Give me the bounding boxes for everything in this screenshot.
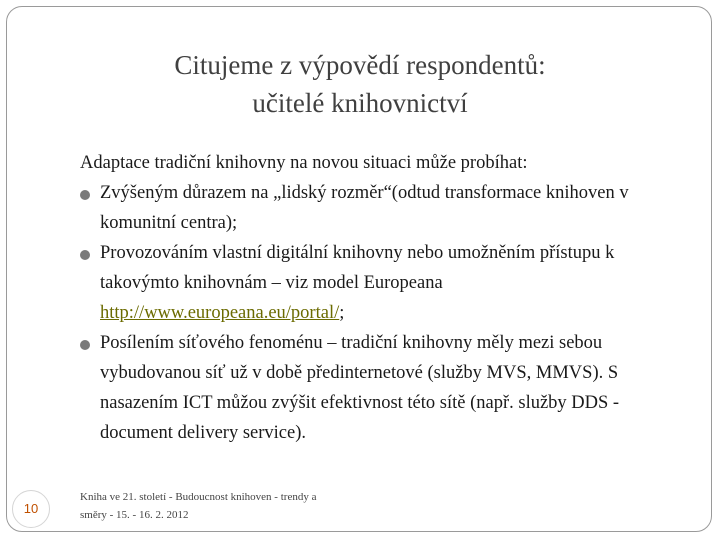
slide-title: [60, 46, 660, 122]
bullet-list: [80, 178, 690, 448]
bullet-icon: [80, 190, 90, 200]
page-number: 10: [12, 490, 50, 528]
bullet-item-2: [80, 238, 690, 328]
title-line-1: Citujeme z výpovědí respondentů:: [174, 50, 546, 80]
europeana-link[interactable]: http://www.europeana.eu/portal/: [100, 303, 340, 323]
slide-body: [80, 148, 690, 448]
bullet-text-1: Zvýšeným důrazem na „lidský rozměr“(odtud transformace knihoven v komunitní centra);: [100, 183, 629, 233]
intro-text: Adaptace tradiční knihovny na novou situaci může probíhat:: [80, 153, 528, 173]
title-line-2: učitelé knihovnictví: [252, 88, 468, 118]
bullet-icon: [80, 340, 90, 350]
bullet-icon: [80, 250, 90, 260]
bullet-item-3: [80, 328, 690, 448]
bullet-text-2-end: ;: [339, 303, 345, 323]
bullet-text-2: Provozováním vlastní digitální knihovny nebo umožněním přístupu k takovýmto knihovnám – viz model Europeana: [100, 243, 615, 293]
footer-line-1: Kniha ve 21. století - Budoucnost knihoven - trendy a: [80, 491, 317, 503]
bullet-text-3: Posílením síťového fenoménu – tradiční knihovny měly mezi sebou vybudovanou síť už v době předinternetové (služby MVS, MMVS). S nasazením ICT můžou zvýšit efektivnost této sítě (např. služby DDS -document delivery service).: [100, 333, 620, 443]
footer-line-2: směry - 15. - 16. 2. 2012: [80, 509, 189, 521]
footer: [80, 488, 380, 524]
bullet-item-1: [80, 178, 690, 238]
